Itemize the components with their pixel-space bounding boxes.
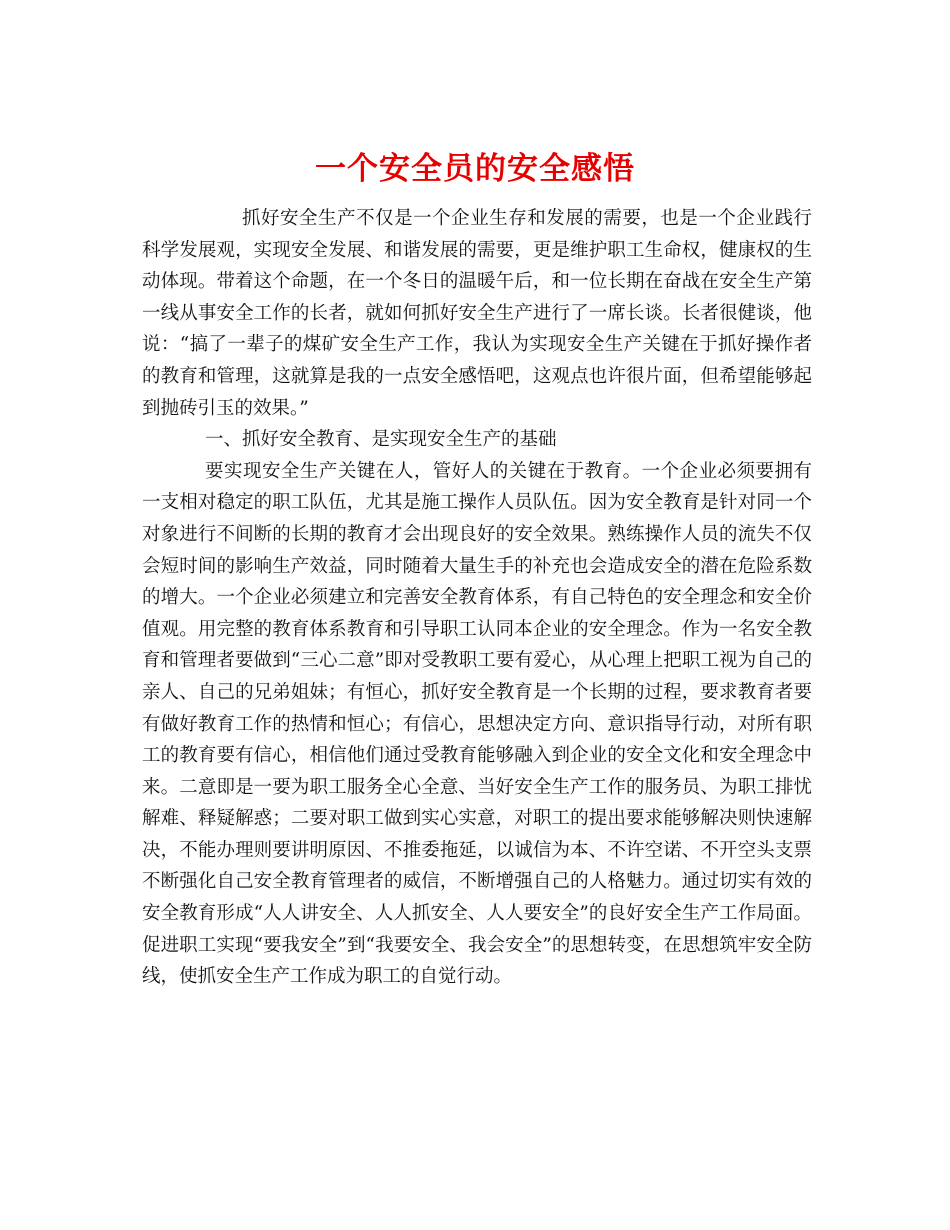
page-title: 一个安全员的安全感悟 — [315, 150, 635, 187]
paragraph-intro: 抓好安全生产不仅是一个企业生存和发展的需要，也是一个企业践行科学发展观，实现安全发展、和谐发展的需要，更是维护职工生命权，健康权的生动体现。带着这个命题，在一个冬日的温暖午后，和一位长期在奋战在安全生产第一线从事安全工作的长者，就如何抓好安全生产进行了一席长谈。长者很健谈，他说：“搞了一辈子的煤矿安全生产工作，我认为实现安全生产关键在于抓好操作者的教育和管理，这就算是我的一点安全感悟吧，这观点也许很片面，但希望能够起到抛砖引玉的效果。” — [142, 208, 812, 419]
paragraph-section-one: 要实现安全生产关键在人，管好人的关键在于教育。一个企业必须要拥有一支相对稳定的职工队伍，尤其是施工操作人员队伍。因为安全教育是针对同一个对象进行不间断的长期的教育才会出现良好的安全效果。熟练操作人员的流失不仅会短时间的影响生产效益，同时随着大量生手的补充也会造成安全的潜在危险系数的增大。一个企业必须建立和完善安全教育体系，有自己特色的安全理念和安全价值观。用完整的教育体系教育和引导职工认同本企业的安全理念。作为一名安全教育和管理者要做到“三心二意”即对受教职工要有爱心，从心理上把职工视为自己的亲人、自己的兄弟姐妹；有恒心，抓好安全教育是一个长期的过程，要求教育者要有做好教育工作的热情和恒心；有信心，思想决定方向、意识指导行动，对所有职工的教育要有信心，相信他们通过受教育能够融入到企业的安全文化和安全理念中来。二意即是一要为职工服务全心全意、当好安全生产工作的服务员、为职工排忧解难、释疑解惑；二要对职工做到实心实意，对职工的提出要求能够解决则快速解决，不能办理则要讲明原因、不推委拖延，以诚信为本、不许空诺、不开空头支票不断强化自己安全教育管理者的威信，不断增强自己的人格魅力。通过切实有效的安全教育形成“人人讲安全、人人抓安全、人人要安全”的良好安全生产工作局面。促进职工实现“要我安全”到“我要安全、我会安全”的思想转变，在思想筑牢安全防线，使抓安全生产工作成为职工的自觉行动。 — [142, 460, 812, 988]
document-body — [142, 203, 812, 993]
section-heading: 一、抓好安全教育、是实现安全生产的基础 — [205, 429, 557, 451]
